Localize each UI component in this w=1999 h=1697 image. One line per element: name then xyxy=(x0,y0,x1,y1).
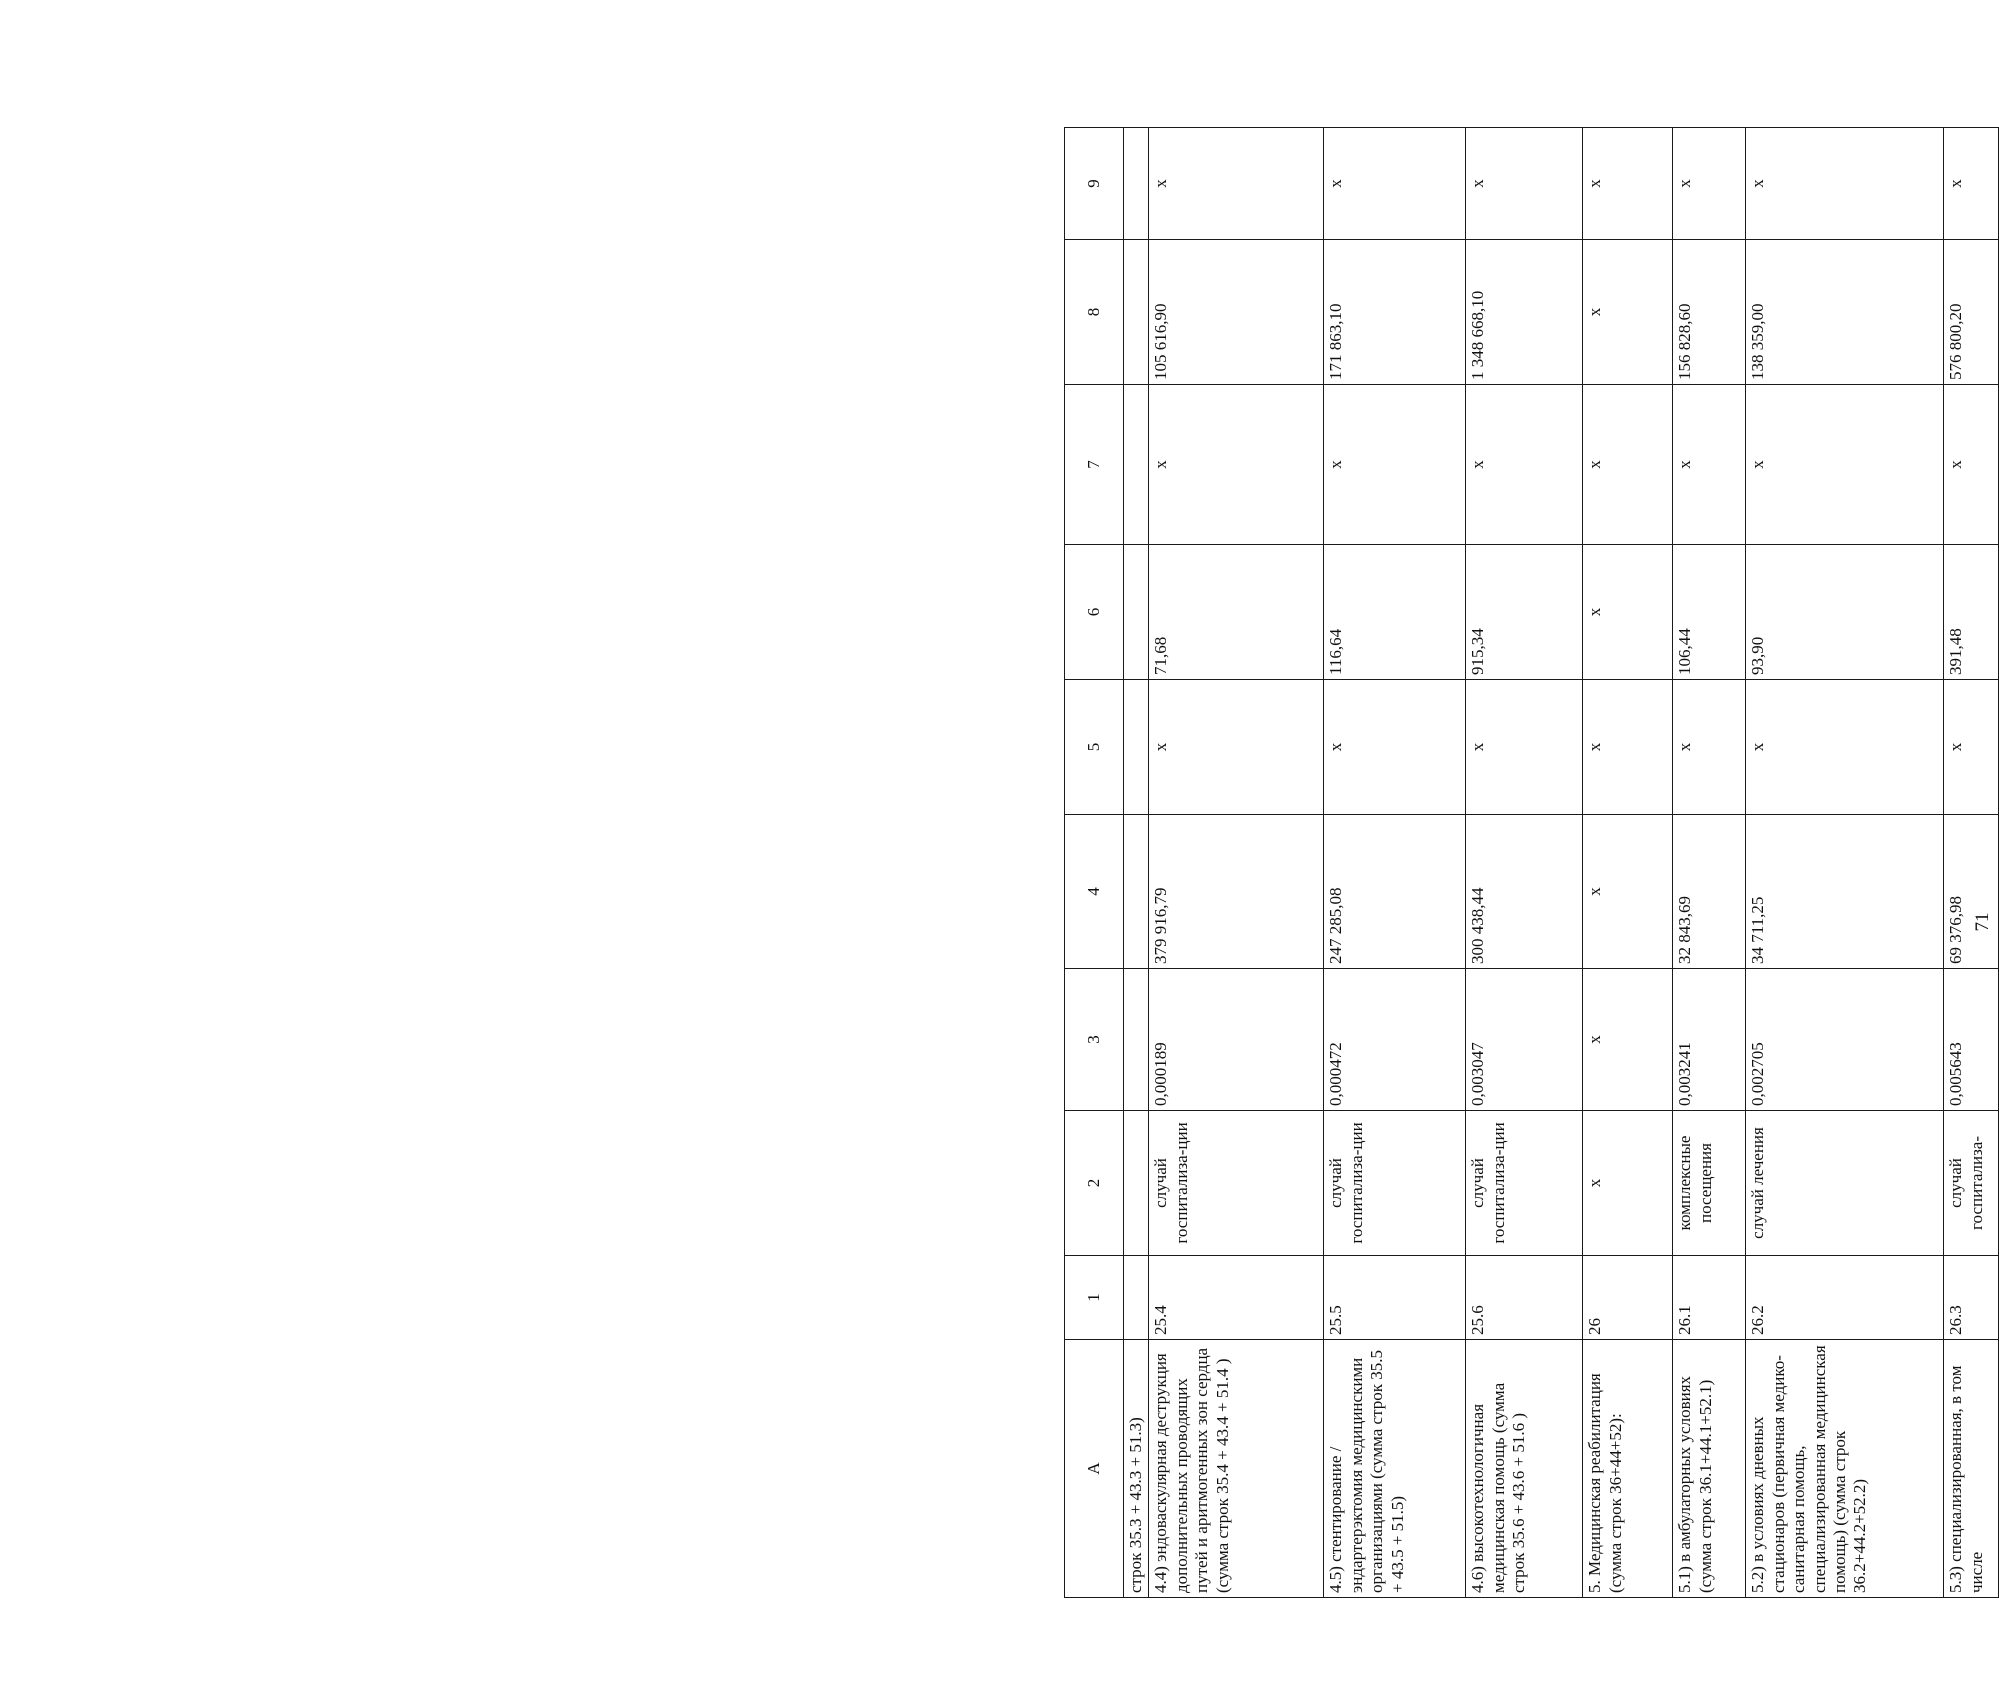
row-col4: 32 843,69 xyxy=(1673,815,1746,969)
row-code: 26 xyxy=(1583,1256,1673,1340)
row-code: 26.1 xyxy=(1673,1256,1746,1340)
row-name: 5.2) в условиях дневных стационаров (первичная медико-санитарная помощь, специализированная медицинская помощь) (сумма строк 36.2+44.2+52.2) xyxy=(1746,1340,1944,1598)
header-cell: 9 xyxy=(1065,128,1124,240)
row-code: 26.3 xyxy=(1944,1256,1999,1340)
header-cell: 6 xyxy=(1065,545,1124,680)
table-row xyxy=(1944,128,1999,1598)
row-col3: 0,002705 xyxy=(1746,969,1944,1111)
table-row xyxy=(1673,128,1746,1598)
row-col5: х xyxy=(1583,680,1673,815)
row-col6: 915,34 xyxy=(1466,545,1583,680)
row-col5: х xyxy=(1944,680,1999,815)
row-col4: 300 438,44 xyxy=(1466,815,1583,969)
row-col9: х xyxy=(1466,128,1583,240)
row-col8: 1 348 668,10 xyxy=(1466,240,1583,385)
header-cell: 8 xyxy=(1065,240,1124,385)
row-col4: 69 376,98 xyxy=(1944,815,1999,969)
table-row xyxy=(1466,128,1583,1598)
row-unit: случай госпитализа- xyxy=(1944,1111,1999,1256)
row-unit: случай госпитализа-ции xyxy=(1466,1111,1583,1256)
row-col3: 0,000472 xyxy=(1324,969,1466,1111)
row-col9: х xyxy=(1944,128,1999,240)
row-name: 5.1) в амбулаторных условиях (сумма строк 36.1+44.1+52.1) xyxy=(1673,1340,1746,1598)
row-col9: х xyxy=(1746,128,1944,240)
table-row xyxy=(1324,128,1466,1598)
row-col9: х xyxy=(1583,128,1673,240)
row-col9: х xyxy=(1149,128,1324,240)
row-col8: 156 828,60 xyxy=(1673,240,1746,385)
row-col7: х xyxy=(1944,385,1999,545)
row-col4: 247 285,08 xyxy=(1324,815,1466,969)
row-col6: х xyxy=(1583,545,1673,680)
row-col3: 0,005643 xyxy=(1944,969,1999,1111)
header-cell: А xyxy=(1065,1340,1124,1598)
row-col5: х xyxy=(1324,680,1466,815)
continuation-row xyxy=(1124,128,1149,1598)
row-unit: случай лечения xyxy=(1746,1111,1944,1256)
row-col6: 71,68 xyxy=(1149,545,1324,680)
row-code: 25.5 xyxy=(1324,1256,1466,1340)
row-col8: 138 359,00 xyxy=(1746,240,1944,385)
row-col5: х xyxy=(1673,680,1746,815)
row-col7: х xyxy=(1149,385,1324,545)
row-name: 5. Медицинская реабилитация (сумма строк 36+44+52): xyxy=(1583,1340,1673,1598)
row-col7: х xyxy=(1466,385,1583,545)
row-col6: 116,64 xyxy=(1324,545,1466,680)
table-row xyxy=(1746,128,1944,1598)
row-col4: 34 711,25 xyxy=(1746,815,1944,969)
row-col8: х xyxy=(1583,240,1673,385)
row-code: 26.2 xyxy=(1746,1256,1944,1340)
row-col7: х xyxy=(1673,385,1746,545)
row-code: 25.4 xyxy=(1149,1256,1324,1340)
header-row xyxy=(1065,128,1124,1598)
row-name: 5.3) специализированная, в том числе xyxy=(1944,1340,1999,1598)
row-col6: 391,48 xyxy=(1944,545,1999,680)
row-name: 4.4) эндоваскулярная деструкция дополнительных проводящих путей и аритмогенных зон сердца (сумма строк 35.4 + 43.4 + 51.4 ) xyxy=(1149,1340,1324,1598)
row-col8: 171 863,10 xyxy=(1324,240,1466,385)
table-row xyxy=(1149,128,1324,1598)
row-col5: х xyxy=(1746,680,1944,815)
header-cell: 4 xyxy=(1065,815,1124,969)
page-number: 71 xyxy=(1972,912,1993,932)
cost-table xyxy=(1064,127,1999,1598)
row-name: 4.6) высокотехнологичная медицинская помощь (сумма строк 35.6 + 43.6 + 51.6 ) xyxy=(1466,1340,1583,1598)
rotated-page xyxy=(1064,179,1993,1598)
table-row xyxy=(1583,128,1673,1598)
row-col9: х xyxy=(1673,128,1746,240)
header-cell: 1 xyxy=(1065,1256,1124,1340)
row-unit: комплексные посещения xyxy=(1673,1111,1746,1256)
row-col3: 0,003047 xyxy=(1466,969,1583,1111)
row-col5: х xyxy=(1149,680,1324,815)
continuation-text: строк 35.3 + 43.3 + 51.3) xyxy=(1124,1340,1149,1598)
row-col5: х xyxy=(1466,680,1583,815)
header-cell: 7 xyxy=(1065,385,1124,545)
row-col7: х xyxy=(1746,385,1944,545)
header-cell: 5 xyxy=(1065,680,1124,815)
header-cell: 3 xyxy=(1065,969,1124,1111)
header-cell: 2 xyxy=(1065,1111,1124,1256)
row-unit: случай госпитализа-ции xyxy=(1324,1111,1466,1256)
row-col3: х xyxy=(1583,969,1673,1111)
row-code: 25.6 xyxy=(1466,1256,1583,1340)
row-col8: 105 616,90 xyxy=(1149,240,1324,385)
row-col4: 379 916,79 xyxy=(1149,815,1324,969)
row-col3: 0,003241 xyxy=(1673,969,1746,1111)
row-col7: х xyxy=(1324,385,1466,545)
row-col3: 0,000189 xyxy=(1149,969,1324,1111)
row-name: 4.5) стентирование / эндартерэктомия медицинскими организациями (сумма строк 35.5 + 43.5 + 51.5) xyxy=(1324,1340,1466,1598)
row-unit: х xyxy=(1583,1111,1673,1256)
row-col4: х xyxy=(1583,815,1673,969)
row-unit: случай госпитализа-ции xyxy=(1149,1111,1324,1256)
row-col6: 93,90 xyxy=(1746,545,1944,680)
row-col9: х xyxy=(1324,128,1466,240)
row-col7: х xyxy=(1583,385,1673,545)
row-col6: 106,44 xyxy=(1673,545,1746,680)
row-col8: 576 800,20 xyxy=(1944,240,1999,385)
